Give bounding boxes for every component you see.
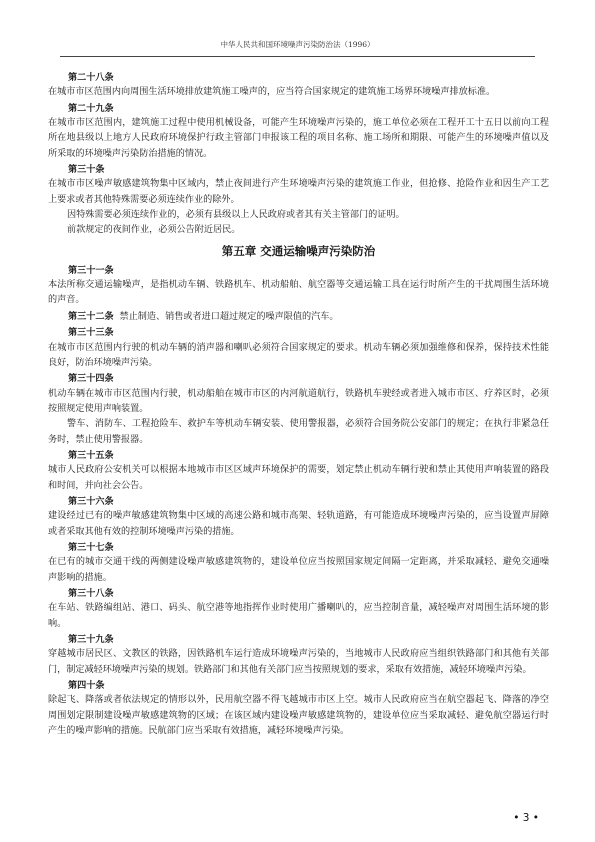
article-37-title: 第三十七条: [68, 541, 114, 553]
article-32: [48, 309, 549, 325]
chapter-heading: 第五章 交通运输噪声污染防治: [221, 243, 376, 258]
article-40-text: 除起飞、降落或者依法规定的情形以外，民用航空器不得飞越城市市区上空。城市人民政府应当在航空器起飞、降落的净空周围划定限制建设噪声敏感建筑物的区域；在该区域内建设噪声敏感建筑物的，建设单位应当采取减轻、避免航空器运行时产生的噪声影响的措施。民航部门应当采取有效措施，减轻环境噪声污染。: [48, 695, 549, 737]
article-31-title: 第三十一条: [68, 264, 114, 276]
article-33-title: 第三十三条: [68, 327, 114, 339]
article-38-text: 在车站、铁路编组站、港口、码头、航空港等地指挥作业时使用广播喇叭的，应当控制音量，减轻噪声对周围生活环境的影响。: [48, 603, 549, 629]
article-33-text: 在城市市区范围内行驶的机动车辆的消声器和喇叭必须符合国家规定的要求。机动车辆必须加强维修和保养，保持技术性能良好，防治环境噪声污染。: [48, 342, 549, 368]
article-36-title: 第三十六条: [68, 495, 114, 507]
article-36-text: 建设经过已有的噪声敏感建筑物集中区域的高速公路和城市高架、轻轨道路，有可能造成环境噪声污染的，应当设置声屏障或者采取其他有效的控制环境噪声污染的措施。: [48, 511, 549, 537]
article-30-text: 在城市市区噪声敏感建筑物集中区域内，禁止夜间进行产生环境噪声污染的建筑施工作业，但抢修、抢险作业和因生产工艺上要求或者其他特殊需要必须连续作业的除外。: [48, 179, 549, 205]
header-divider: [60, 56, 535, 57]
article-30-para-2: 因特殊需要必须连续作业的，必须有县级以上人民政府或者其有关主管部门的证明。: [67, 210, 405, 221]
article-35-text: 城市人民政府公安机关可以根据本地城市市区区域声环境保护的需要，划定禁止机动车辆行驶和禁止其使用声响装置的路段和时间，并向社会公告。: [48, 465, 549, 491]
article-35-title: 第三十五条: [68, 449, 114, 461]
article-39-title: 第三十九条: [68, 634, 114, 646]
article-30-para-3: 前款规定的夜间作业，必须公告附近居民。: [67, 225, 241, 236]
running-header: 中华人民共和国环境噪声污染防治法（1996）: [220, 40, 375, 49]
article-34-para-2: 警车、消防车、工程抢险车、救护车等机动车辆安装、使用警报器，必须符合国务院公安部门的规定；在执行非紧急任务时，禁止使用警报器。: [48, 419, 549, 445]
article-28-text: 在城市市区范围内向周围生活环境排放建筑施工噪声的，应当符合国家规定的建筑施工场界环境噪声排放标准。: [48, 87, 496, 98]
article-37-text: 在已有的城市交通干线的两侧建设噪声敏感建筑物的，建设单位应当按照国家规定间隔一定距离，并采取减轻、避免交通噪声影响的措施。: [48, 557, 549, 583]
article-34-text: 机动车辆在城市市区范围内行驶，机动船舶在城市市区的内河航道航行，铁路机车驶经或者进入城市市区、疗养区时，必须按照规定使用声响装置。: [48, 388, 549, 414]
article-40-title: 第四十条: [68, 680, 105, 692]
article-39-text: 穿越城市居民区、文教区的铁路，因铁路机车运行造成环境噪声污染的，当地城市人民政府应当组织铁路部门和其他有关部门，制定减轻环境噪声污染的规划。铁路部门和其他有关部门应当按照规划的要求，采取有效措施，减轻环境噪声污染。: [48, 649, 549, 675]
article-29-text: 在城市市区范围内，建筑施工过程中使用机械设备，可能产生环境噪声污染的，施工单位必须在工程开工十五日以前向工程所在地县级以上地方人民政府环境保护行政主管部门申报该工程的项目名称、施工场所和期限、可能产生的环境噪声值以及所采取的环境噪声污染防治措施的情况。: [48, 118, 549, 159]
article-38-title: 第三十八条: [68, 588, 114, 599]
article-28-title: 第二十八条: [68, 72, 114, 83]
article-30-title: 第三十条: [68, 164, 105, 176]
article-29-title: 第二十九条: [68, 102, 114, 114]
page-number: • 3 •: [513, 812, 539, 824]
article-34-title: 第三十四条: [68, 373, 114, 385]
article-32-title: 第三十二条: [68, 310, 114, 322]
article-32-text: 禁止制造、销售或者进口超过规定的噪声限值的汽车。: [119, 311, 339, 322]
page-body: [48, 70, 549, 739]
article-31-text: 本法所称交通运输噪声，是指机动车辆、铁路机车、机动船舶、航空器等交通运输工具在运行时所产生的干扰周围生活环境的声音。: [48, 280, 549, 306]
